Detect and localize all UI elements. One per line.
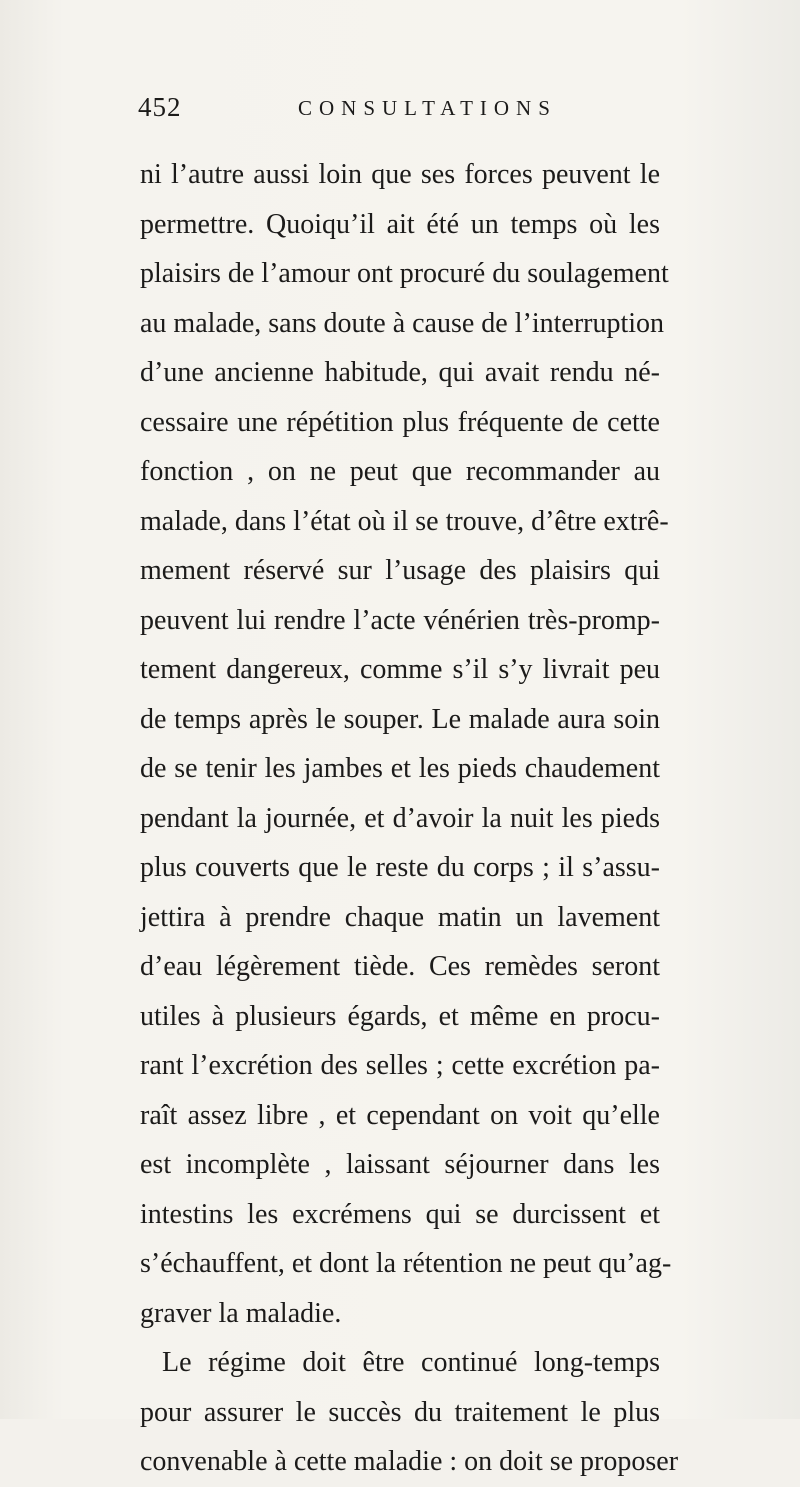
text-line: d’une ancienne habitude, qui avait rendu né-	[140, 357, 660, 388]
text-line: graver la maladie.	[140, 1297, 342, 1329]
text-line: intestins les excrémens qui se durcissent et	[140, 1198, 660, 1230]
text-line: Le régime doit être continué long-temps	[162, 1347, 660, 1378]
text-line: peuvent lui rendre l’acte vénérien très-promp-	[140, 604, 660, 636]
text-line: convenable à cette maladie : on doit se proposer	[140, 1446, 679, 1477]
text-line: pendant la journée, et d’avoir la nuit les pieds	[140, 802, 660, 834]
text-line: plus couverts que le reste du corps ; il s’assu-	[140, 852, 660, 883]
text-line: raît assez libre , et cependant on voit qu’elle	[140, 1099, 660, 1131]
text-line: jettira à prendre chaque matin un lavement	[140, 901, 660, 933]
text-line: fonction , on ne peut que recommander au	[140, 456, 660, 487]
body-text	[140, 150, 679, 1487]
text-line: utiles à plusieurs égards, et même en procu-	[140, 1000, 660, 1032]
text-line: cessaire une répétition plus fréquente de cette	[140, 406, 660, 438]
text-line: malade, dans l’état où il se trouve, d’être extrê-	[140, 505, 669, 537]
text-line: plaisirs de l’amour ont procuré du soulagement	[140, 258, 669, 289]
text-line: au malade, sans doute à cause de l’interruption	[140, 307, 665, 339]
text-line: de se tenir les jambes et les pieds chaudement	[140, 753, 660, 784]
text-line: d’eau légèrement tiède. Ces remèdes seront	[140, 951, 660, 982]
text-line: tement dangereux, comme s’il s’y livrait peu	[140, 654, 660, 685]
text-line: mement réservé sur l’usage des plaisirs qui	[140, 555, 660, 586]
text-line: ni l’autre aussi loin que ses forces peuvent le	[140, 159, 660, 190]
text-line: est incomplète , laissant séjourner dans les	[140, 1149, 660, 1180]
text-line: rant l’excrétion des selles ; cette excrétion pa-	[140, 1050, 660, 1081]
running-title: CONSULTATIONS	[298, 96, 557, 120]
text-line: s’échauffent, et dont la rétention ne peut qu’ag-	[140, 1248, 672, 1279]
text-line: pour assurer le succès du traitement le plus	[140, 1396, 660, 1428]
page-number: 452	[138, 92, 182, 122]
text-line: permettre. Quoiqu’il ait été un temps où les	[140, 208, 660, 240]
text-line: de temps après le souper. Le malade aura soin	[140, 703, 660, 735]
page-header	[138, 92, 658, 132]
